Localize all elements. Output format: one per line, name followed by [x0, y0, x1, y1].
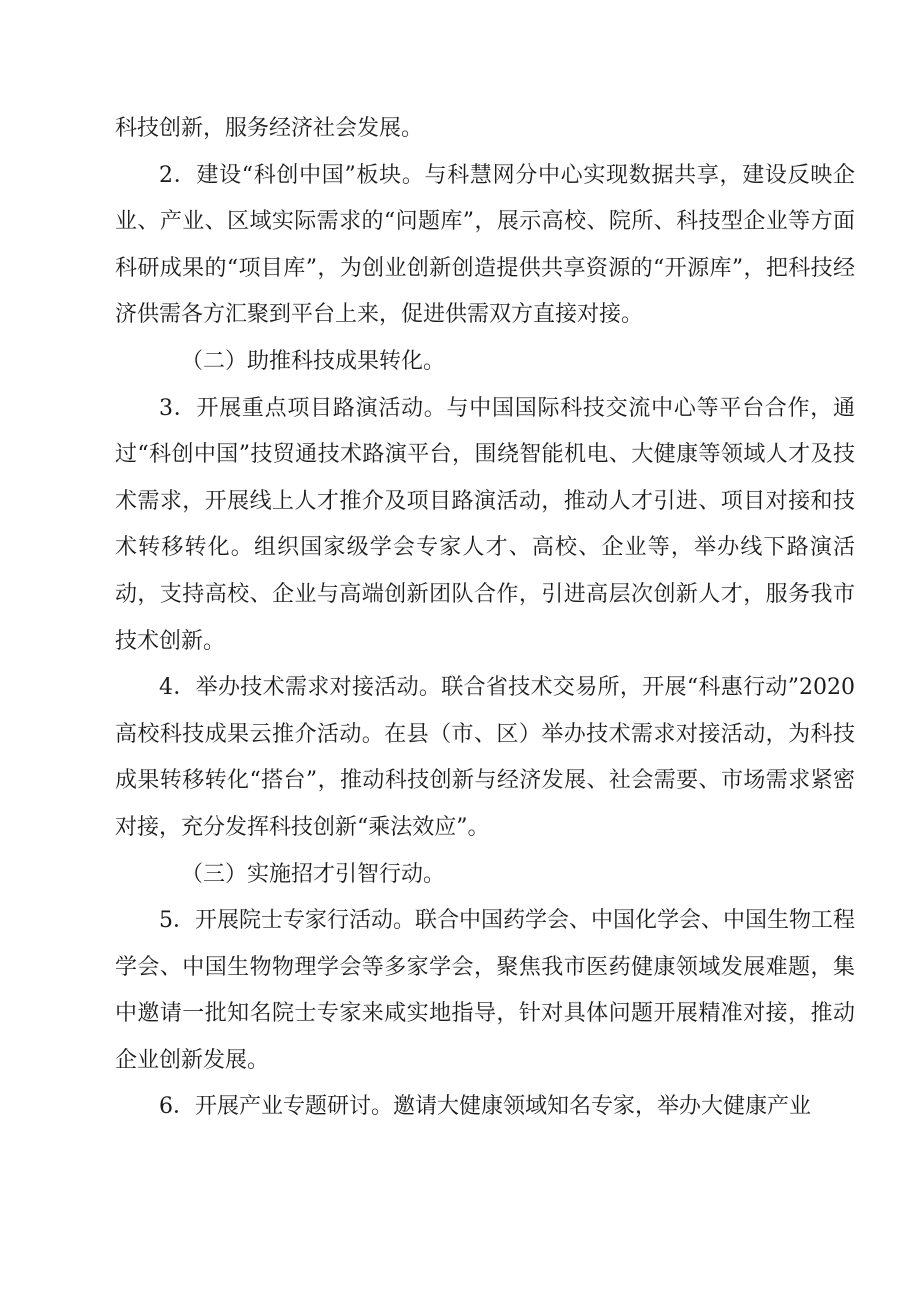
document-page: [115, 106, 855, 1131]
continuation-paragraph: 科技创新，服务经济社会发展。: [115, 116, 424, 141]
paragraph-item-3: 3．开展重点项目路演活动。与中国国际科技交流中心等平台合作，通过“科创中国”技贸通技术路演平台，围绕智能机电、大健康等领域人才及技术需求，开展线上人才推介及项目路演活动，推动人才引进、项目对接和技术转移转化。组织国家级学会专家人才、高校、企业等，举办线下路演活动，支持高校、企业与高端创新团队合作，引进高层次创新人才，服务我市技术创新。: [115, 395, 855, 654]
paragraph-item-6: 6．开展产业专题研讨。邀请大健康领域知名专家，举办大健康产业: [159, 1094, 811, 1120]
section-heading-3: （三）实施招才引智行动。: [181, 861, 446, 887]
section-heading-2: （二）助推科技成果转化。: [181, 348, 446, 374]
paragraph-item-4: 4．举办技术需求对接活动。联合省技术交易所，开展“科惠行动”2020高校科技成果云推介活动。在县（市、区）举办技术需求对接活动，为科技成果转移转化“搭台”，推动科技创新与经济发展、社会需要、市场需求紧密对接，充分发挥科技创新“乘法效应”。: [115, 675, 855, 840]
paragraph-item-2: 2．建设“科创中国”板块。与科慧网分中心实现数据共享，建设反映企业、产业、区域实际需求的“问题库”，展示高校、院所、科技型企业等方面科研成果的“项目库”，为创业创新创造提供共享资源的“开源库”，把科技经济供需各方汇聚到平台上来，促进供需双方直接对接。: [115, 162, 855, 328]
paragraph-item-5: 5．开展院士专家行活动。联合中国药学会、中国化学会、中国生物工程学会、中国生物物理学会等多家学会，聚焦我市医药健康领域发展难题，集中邀请一批知名院士专家来咸实地指导，针对具体问题开展精准对接，推动企业创新发展。: [115, 908, 855, 1073]
